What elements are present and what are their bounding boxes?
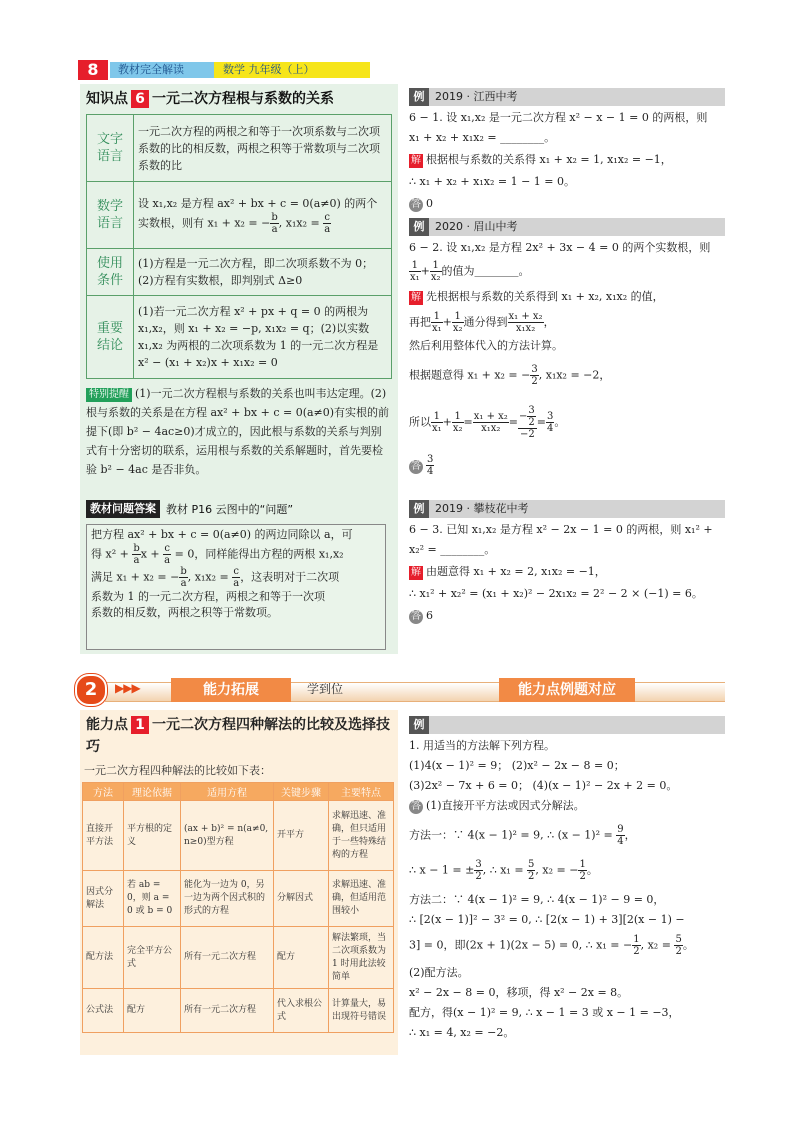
page-header (78, 60, 723, 80)
example-header (409, 500, 725, 518)
textbook-answer-box (86, 524, 386, 650)
table-row (87, 296, 392, 379)
answer-head: 教材 P16 云图中的“问题” (166, 503, 294, 516)
solution-line: 方法一：∵ 4(x − 1)² = 9, ∴ (x − 1)² = $\frac{9}{4}$ ， (409, 824, 636, 847)
special-tip (86, 384, 392, 479)
answer-line: 满足 x₁ + x₂ = − $\frac{b}{a}$ , x₁x₂ = $\frac{c}{a}$ ，这表明对于二次项 (91, 566, 340, 589)
knowledge-title (86, 88, 334, 108)
fraction: $\frac{b}{a}$ (133, 543, 140, 566)
subject-title: 数学 九年级（上） (223, 63, 315, 76)
arrows-icon: ▶▶▶ (115, 681, 140, 695)
solution-line: 再把 $\frac{1}{\text{x₁}}$ + $\frac{1}{\text{x₂}}$ 通分得到 $\frac{\text{x₁ + x₂}}{\text{x₁x₂}}$ ， (409, 311, 555, 334)
answer-tag: 答 (411, 199, 421, 210)
solution-line: 解 根据根与系数的关系得 x₁ + x₂ = 1, x₁x₂ = −1， (411, 153, 672, 166)
row-text: (1)若一元二次方程 x² + px + q = 0 的两根为 x₁,x₂，则 x₁ + x₂ = −p, x₁x₂ = q；(2)以实数 x₁,x₂ 为两根的二次项系数为 1 的一元二次方程是 x² − (x₁ + x₂)x + x₁x₂ = 0 (134, 296, 392, 379)
solution-line: 然后利用整体代入的方法计算。 (409, 339, 563, 352)
knowledge-panel (80, 84, 398, 654)
example-source: 2019 · 攀枝花中考 (435, 502, 529, 515)
table-row (83, 871, 394, 927)
knowledge-label: 知识点 (86, 91, 128, 107)
solution-tag: 解 (411, 292, 421, 303)
knowledge-heading: 一元二次方程根与系数的关系 (152, 91, 334, 107)
fraction: $\frac{b}{a}$ (271, 212, 278, 235)
solution-line: x² − 2x − 8 = 0，移项，得 x² − 2x = 8。 (409, 986, 629, 999)
table-row (87, 249, 392, 296)
table-cell: 所有一元二次方程 (181, 989, 274, 1033)
question-text: 6 − 2. 设 x₁,x₂ 是方程 2x² + 3x − 4 = 0 的两个实数根，则 (409, 241, 711, 254)
solution-tag: 解 (411, 155, 421, 166)
table-header-row (83, 783, 394, 801)
table-cell: (ax + b)² = n(a≠0, n≥0)型方程 (181, 801, 274, 871)
answer-tag: 答 (411, 801, 421, 812)
example-icon: 例 (409, 88, 429, 106)
answer-line: 答 6 (411, 609, 433, 622)
table-row (83, 927, 394, 989)
example-source: 2019 · 江西中考 (435, 90, 518, 103)
table-cell: 求解迅速、准确，但只适用于一些特殊结构的方程 (329, 801, 394, 871)
capability-intro: 一元二次方程四种解法的比较如下表： (84, 764, 271, 777)
example-header (409, 218, 725, 236)
section-title: 能力拓展 (171, 678, 291, 702)
row-label: 使用条件 (87, 249, 134, 296)
table-cell: 计算量大，易出现符号错误 (329, 989, 394, 1033)
example-6-2 (409, 240, 725, 477)
knowledge-number: 6 (131, 90, 149, 108)
table-cell: 开平方 (274, 801, 329, 871)
solution-line: 方法二：∵ 4(x − 1)² = 9, ∴ 4(x − 1)² − 9 = 0， (409, 893, 665, 906)
solution-line: ∴ x₁ + x₂ + x₁x₂ = 1 − 1 = 0。 (409, 175, 575, 188)
math-text: , x₁x₂ = (278, 216, 324, 230)
answer-line: 把方程 ax² + bx + c = 0(a≠0) 的两边同除以 a，可 (91, 528, 353, 541)
table-cell: 完全平方公式 (124, 927, 181, 989)
solution-tag: 解 (411, 567, 421, 578)
example-icon: 例 (409, 218, 429, 236)
capability-number: 1 (131, 716, 149, 734)
fraction: $\frac{c}{a}$ (324, 212, 331, 235)
textbook-answer-header (86, 500, 392, 520)
row-text (134, 182, 392, 249)
example-header (409, 88, 725, 106)
answer-line: 答 (1)直接开平方法或因式分解法。 (411, 799, 585, 812)
answer-line: 答 $\frac{3}{4}$ (411, 454, 434, 477)
solution-line: ∴ x₁ = 4, x₂ = −2。 (409, 1026, 515, 1039)
table-cell: 配方法 (83, 927, 124, 989)
solution-line: 所以 $\frac{1}{\text{x₁}}$ + $\frac{1}{\text{x₂}}$ = $\frac{\text{x₁ + x₂}}{\text{x₁x₂}}$ = − $\frac{3}{2}$ −2 = $\frac{3}{4}$ 。 (409, 405, 566, 440)
table-cell: 直接开平方法 (83, 801, 124, 871)
solution-line: ∴ x₁² + x₂² = (x₁ + x₂)² − 2x₁x₂ = 2² − 2 × (−1) = 6。 (409, 587, 703, 600)
table-row (83, 989, 394, 1033)
tip-text: (1)一元二次方程根与系数的关系也叫韦达定理。(2)根与系数的关系是在方程 ax² + bx + c = 0(a≠0)有实根的前提下(即 b² − 4ac≥0)才成立的，因此根与系数的关系与判别式有十分密切的联系，运用根与系数的关系解题时，首先要检验 b² − 4ac 是否非负。 (86, 387, 390, 476)
capability-heading: 一元二次方程四种解法的比较及选择技巧 (86, 717, 390, 755)
column-header: 方法 (83, 783, 124, 801)
table-row (83, 801, 394, 871)
fraction: $\frac{c}{a}$ (164, 543, 171, 566)
table-cell: 若 ab = 0，则 a = 0 或 b = 0 (124, 871, 181, 927)
table-cell: 所有一元二次方程 (181, 927, 274, 989)
table-cell: 配方 (124, 989, 181, 1033)
answer-line: 系数为 1 的一元二次方程，两根之和等于一次项 (91, 590, 325, 603)
question-text: 6 − 3. 已知 x₁,x₂ 是方程 x² − 2x − 1 = 0 的两根，则 x₁² + (409, 523, 713, 536)
fraction: $\frac{c}{a}$ (233, 566, 240, 589)
solution-line: (2)配方法。 (409, 966, 469, 979)
capability-panel (80, 710, 398, 1055)
column-header: 适用方程 (181, 783, 274, 801)
row-label: 重要结论 (87, 296, 134, 379)
solution-line: 根据题意得 x₁ + x₂ = − $\frac{3}{2}$ , x₁x₂ = −2， (409, 364, 611, 387)
row-text: 一元二次方程的两根之和等于一次项系数与二次项系数的比的相反数，两根之积等于常数项与二次项系数的比 (134, 115, 392, 182)
solution-line: 解 由题意得 x₁ + x₂ = 2, x₁x₂ = −1， (411, 565, 606, 578)
table-cell: 解法繁琐，当二次项系数为 1 时用此法较简单 (329, 927, 394, 989)
capability-label: 能力点 (86, 717, 128, 733)
question-text: 1. 用适当的方法解下列方程。 (409, 739, 555, 752)
page-number: 8 (78, 60, 108, 80)
answer-line: 答 0 (411, 197, 433, 210)
section-banner (75, 674, 725, 704)
answer-tag: 答 (411, 611, 421, 622)
example-source: 2020 · 眉山中考 (435, 220, 518, 233)
table-cell: 因式分解法 (83, 871, 124, 927)
book-title: 教材完全解读 (118, 63, 184, 76)
example-icon: 例 (409, 500, 429, 518)
math-text: 设 x₁,x₂ 是方程 ax² + bx + c = 0(a≠0) 的两个实数根，则有 x₁ + x₂ = − (138, 197, 378, 230)
column-header: 主要特点 (329, 783, 394, 801)
answer-tag: 教材问题答案 (86, 500, 160, 518)
question-text: (3)2x² − 7x + 6 = 0； (4)(x − 1)² − 2x + 2 = 0。 (409, 779, 678, 792)
section-right-title: 能力点例题对应 (499, 678, 635, 702)
solution-line: 配方，得(x − 1)² = 9, ∴ x − 1 = 3 或 x − 1 = −3， (409, 1006, 680, 1019)
question-text: x₁ + x₂ + x₁x₂ = ________。 (409, 131, 556, 144)
column-header: 理论依据 (124, 783, 181, 801)
answer-line: 系数的相反数，两根之积等于常数项。 (91, 606, 278, 619)
row-text: (1)方程是一元二次方程，即二次项系数不为 0；(2)方程有实数根，即判别式 Δ≥0 (134, 249, 392, 296)
example-6-1 (409, 110, 725, 212)
question-text: 6 − 1. 设 x₁,x₂ 是一元二次方程 x² − x − 1 = 0 的两根，则 (409, 111, 708, 124)
example-capability-1 (409, 738, 725, 1041)
fraction: $\frac{b}{a}$ (180, 566, 187, 589)
table-cell: 求解迅速、准确，但适用范围较小 (329, 871, 394, 927)
capability-title (86, 714, 392, 758)
question-text: x₂² = ________。 (409, 543, 496, 556)
example-header (409, 716, 725, 734)
table-cell: 平方根的定义 (124, 801, 181, 871)
table-row (87, 182, 392, 249)
table-cell: 能化为一边为 0，另一边为两个因式积的形式的方程 (181, 871, 274, 927)
solution-line: ∴ x − 1 = ± $\frac{3}{2}$ , ∴ x₁ = $\frac{5}{2}$ , x₂ = − $\frac{1}{2}$ 。 (409, 859, 598, 882)
answer-tag: 答 (411, 460, 421, 472)
table-cell: 代入求根公式 (274, 989, 329, 1033)
knowledge-table (86, 114, 392, 379)
solution-line: 解 先根据根与系数的关系得到 x₁ + x₂, x₁x₂ 的值， (411, 290, 664, 303)
table-cell: 分解因式 (274, 871, 329, 927)
table-cell: 公式法 (83, 989, 124, 1033)
table-row (87, 115, 392, 182)
table-cell: 配方 (274, 927, 329, 989)
solution-line: 3] = 0，即(2x + 1)(2x − 5) = 0, ∴ x₁ = − $\frac{1}{2}$ , x₂ = $\frac{5}{2}$ 。 (409, 934, 694, 957)
solution-line: ∴ [2(x − 1)]² − 3² = 0, ∴ [2(x − 1) + 3][2(x − 1) − (409, 913, 685, 926)
question-text: $\frac{1}{\text{x₁}}$ + $\frac{1}{\text{x₂}}$ 的值为________。 (410, 260, 530, 283)
row-label: 文字语言 (87, 115, 134, 182)
row-label: 数学语言 (87, 182, 134, 249)
example-icon: 例 (409, 716, 429, 734)
section-number: 2 (75, 674, 107, 706)
answer-line: 得 x² + $\frac{b}{a}$ x + $\frac{c}{a}$ = 0，同样能得出方程的两根 x₁,x₂ (91, 543, 344, 566)
column-header: 关键步骤 (274, 783, 329, 801)
example-6-3 (409, 522, 725, 624)
tip-tag: 特别提醒 (86, 388, 132, 402)
methods-table (82, 782, 394, 1033)
section-subtitle: 学到位 (307, 682, 344, 696)
question-text: (1)4(x − 1)² = 9； (2)x² − 2x − 8 = 0； (409, 759, 625, 772)
